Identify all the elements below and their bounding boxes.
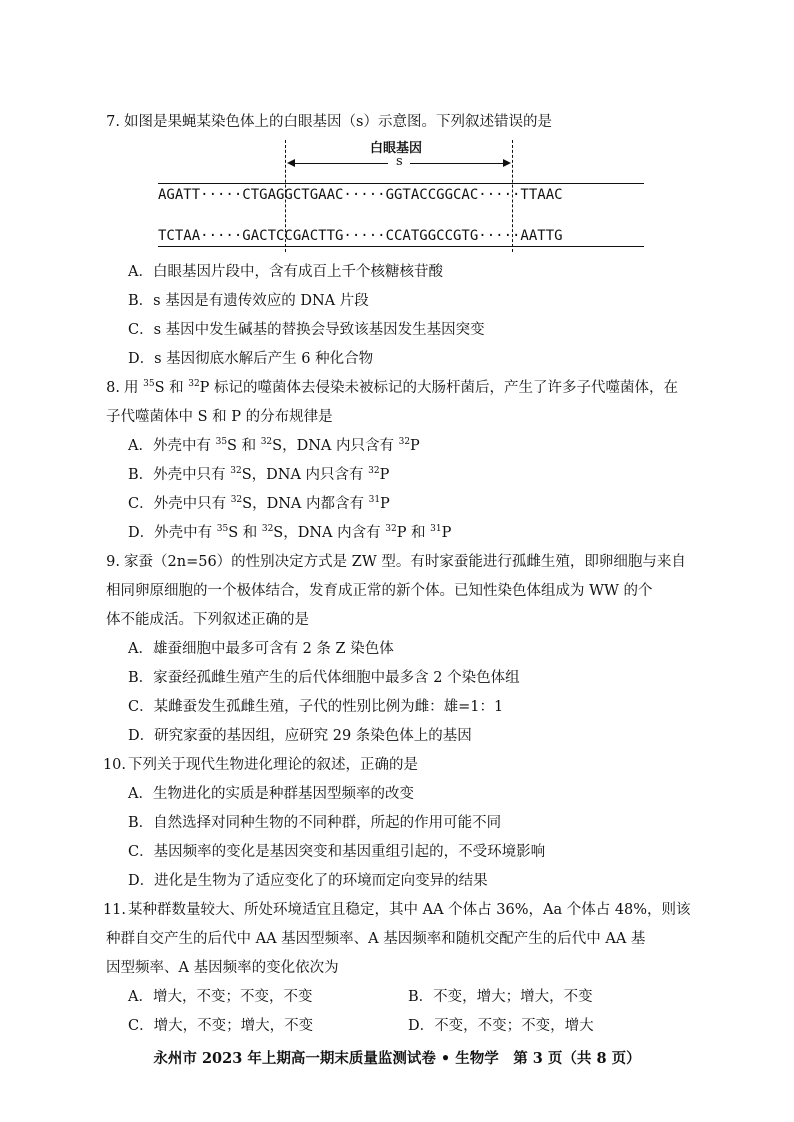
q9-stem-line2: 相同卵原细胞的一个极体结合，发育成正常的新个体。已知性染色体组成为 WW 的个 bbox=[106, 583, 653, 599]
q7-number: 7. bbox=[106, 114, 120, 130]
q8-option-c: C．外壳中只有 $^{32}$S，DNA 内都含有 $^{31}$P bbox=[128, 495, 390, 512]
q10-option-a: A．生物进化的实质是种群基因型频率的改变 bbox=[128, 786, 414, 802]
q8-stem-line2: 子代噬菌体中 S 和 P 的分布规律是 bbox=[106, 409, 333, 425]
q7-option-d: D．s 基因彻底水解后产生 6 种化合物 bbox=[128, 351, 374, 367]
q9-option-a: A．雄蚕细胞中最多可含有 2 条 Z 染色体 bbox=[128, 641, 394, 657]
q9-option-b: B．家蚕经孤雌生殖产生的后代体细胞中最多含 2 个染色体组 bbox=[128, 670, 520, 686]
dna-strand-bottom-line bbox=[158, 246, 644, 247]
q11-stem-line1: 某种群数量较大、所处环境适宜且稳定，其中 AA 个体占 36%，Aa 个体占 48%，则该 bbox=[128, 902, 691, 918]
q9-stem-line1: 家蚕（2n=56）的性别决定方式是 ZW 型。有时家蚕能进行孤雌生殖，即卵细胞与来自 bbox=[124, 554, 686, 570]
q11-option-b: B．不变，增大；增大，不变 bbox=[408, 989, 593, 1005]
q7-option-a: A．白眼基因片段中，含有成百上千个核糖核苷酸 bbox=[128, 264, 443, 280]
q9-option-d: D．研究家蚕的基因组，应研究 29 条染色体上的基因 bbox=[128, 728, 472, 744]
page-footer: 永州市 2023 年上期高一期末质量监测试卷 • 生物学 第 3 页（共 8 页） bbox=[153, 1050, 641, 1067]
arrow-right-icon bbox=[503, 159, 511, 167]
q9-stem-line3: 体不能成活。下列叙述正确的是 bbox=[106, 612, 309, 628]
q10-option-c: C．基因频率的变化是基因突变和基因重组引起的，不受环境影响 bbox=[128, 844, 546, 860]
arrow-line-left bbox=[292, 163, 388, 164]
q10-option-b: B．自然选择对同种生物的不同种群，所起的作用可能不同 bbox=[128, 815, 502, 831]
q7-stem: 如图是果蝇某染色体上的白眼基因（s）示意图。下列叙述错误的是 bbox=[124, 114, 552, 130]
q8-option-a: A．外壳中有 $^{35}$S 和 $^{32}$S，DNA 内只含有 $^{32}$P bbox=[128, 437, 420, 454]
dna-strand-top: AGATT·····CTGAGGCTGAAC·····GGTACCGGCAC·····TTAAC bbox=[158, 187, 563, 203]
q11-number: 11. bbox=[102, 902, 126, 918]
q11-stem-line2: 种群自交产生的后代中 AA 基因型频率、A 基因频率和随机交配产生的后代中 AA 基 bbox=[106, 931, 646, 947]
q10-option-d: D．进化是生物为了适应变化了的环境而定向变异的结果 bbox=[128, 873, 488, 889]
q8-number: 8. bbox=[106, 380, 120, 396]
q8-stem-line1: 用 $^{35}$S 和 $^{32}$P 标记的噬菌体去侵染未被标记的大肠杆菌后，产生了许多子代噬菌体，在 bbox=[124, 379, 679, 396]
q8-option-d: D．外壳中有 $^{35}$S 和 $^{32}$S，DNA 内含有 $^{32}$P 和 $^{31}$P bbox=[128, 524, 452, 541]
gene-title: 白眼基因 bbox=[370, 141, 423, 156]
arrow-line-right bbox=[410, 163, 506, 164]
q9-number: 9. bbox=[106, 554, 120, 570]
q10-number: 10. bbox=[102, 757, 126, 773]
q7-option-c: C．s 基因中发生碱基的替换会导致该基因发生基因突变 bbox=[128, 322, 485, 338]
dna-strand-top-line bbox=[158, 183, 644, 184]
q8-option-b: B．外壳中只有 $^{32}$S，DNA 内只含有 $^{32}$P bbox=[128, 466, 390, 483]
q10-stem: 下列关于现代生物进化理论的叙述，正确的是 bbox=[128, 757, 418, 773]
q11-option-d: D．不变，不变；不变，增大 bbox=[408, 1018, 594, 1034]
gene-symbol: s bbox=[396, 154, 403, 169]
dna-strand-bottom: TCTAA·····GACTCCGACTTG·····CCATGGCCGTG·····AATTG bbox=[158, 228, 563, 244]
q11-option-c: C．增大，不变；增大，不变 bbox=[128, 1018, 314, 1034]
q11-option-a: A．增大，不变；不变，不变 bbox=[128, 989, 313, 1005]
q9-option-c: C．某雌蚕发生孤雌生殖，子代的性别比例为雌：雄=1：1 bbox=[128, 699, 504, 715]
q11-stem-line3: 因型频率、A 基因频率的变化依次为 bbox=[106, 960, 339, 976]
q7-option-b: B．s 基因是有遗传效应的 DNA 片段 bbox=[128, 293, 369, 309]
